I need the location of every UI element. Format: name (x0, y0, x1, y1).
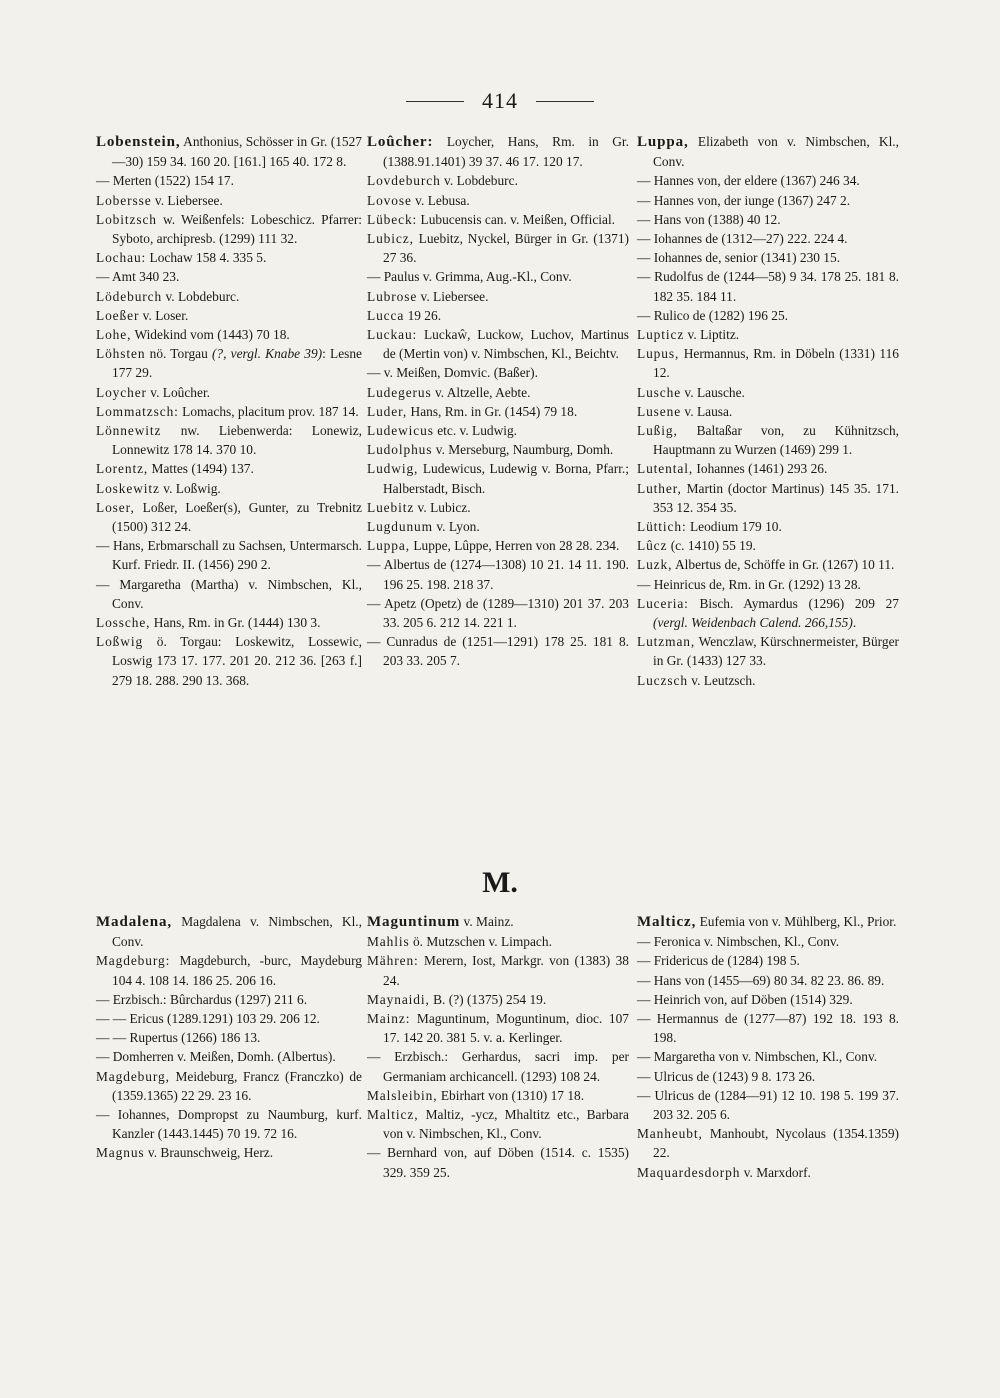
index-entry (637, 1047, 899, 1066)
index-entry (637, 421, 899, 459)
index-entry (367, 229, 629, 267)
entry-headword: Malticz, (367, 1107, 419, 1123)
entry-text: Maltiz, -ycz, Mhaltitz etc., Barbara von v. Nimbschen, Kl., Conv. (383, 1107, 629, 1142)
entry-headword: Lutental, (637, 461, 694, 477)
entry-text: Luckaŵ, Luckow, Luchov, Martinus de (Mertin von) v. Nimbschen, Kl., Beichtv. (383, 327, 629, 362)
header-rule-left (406, 101, 464, 102)
entry-text: v. Loßwig. (159, 480, 221, 496)
index-entry (637, 248, 899, 267)
entry-text: Ludewicus, Ludewig v. Borna, Pfarr.; Halberstadt, Bisch. (383, 461, 629, 496)
entry-headword: Lohe, (96, 327, 132, 343)
index-entry (367, 287, 629, 306)
entry-text: — Iohannes de, senior (1341) 230 15. (637, 250, 841, 266)
entry-headword: Lommatzsch: (96, 403, 179, 419)
entry-text: — — Ericus (1289.1291) 103 29. 206 12. (96, 1011, 320, 1027)
entry-headword: Lubicz, (367, 231, 414, 247)
entry-headword: Lucca (367, 307, 405, 323)
entry-text: Iohannes (1461) 293 26. (693, 461, 828, 477)
entry-headword: Loycher (96, 384, 147, 400)
entry-headword: Lovdeburch (367, 173, 441, 189)
entry-headword: Lorentz, (96, 461, 149, 477)
index-entry (96, 383, 362, 402)
entry-text: — Iohannes, Dompropst zu Naumburg, kurf. Kanzler (1443.1445) 70 19. 72 16. (96, 1107, 362, 1142)
index-entry (367, 402, 629, 421)
index-entry (96, 191, 362, 210)
index-column-3-top (637, 132, 899, 690)
index-entry (637, 1067, 899, 1086)
entry-headword: Luczsch (637, 672, 688, 688)
index-entry (367, 267, 629, 286)
entry-text: etc. v. Ludwig. (433, 423, 518, 439)
index-entry (637, 1163, 899, 1182)
entry-text: v. Lausa. (681, 403, 733, 419)
entry-headword: Mainz: (367, 1011, 411, 1027)
entry-text: ö. Torgau: Loskewitz, Lossewic, Loswig 173 17. 177. 201 20. 212 36. [263 f.] 279 18. 288. 290 13. 368. (112, 634, 362, 688)
entry-text: Eufemia von v. Mühlberg, Kl., Prior. (696, 914, 897, 929)
entry-headword: Magdeburg: (96, 953, 171, 969)
entry-headword: Maguntinum (367, 914, 461, 930)
index-entry (96, 536, 362, 574)
entry-headword: Lusche (637, 384, 682, 400)
entry-text: Lochaw 158 4. 335 5. (146, 250, 267, 266)
entry-headword: Lüttich: (637, 519, 687, 535)
entry-text: Manhoubt, Nycolaus (1354.1359) 22. (653, 1126, 899, 1161)
entry-headword: Loser, (96, 499, 135, 515)
index-entry (367, 912, 629, 932)
entry-headword: Lovose (367, 192, 412, 208)
entry-text: Anthonius, Schösser in Gr. (1527—30) 159 34. 160 20. [161.] 165 40. 172 8. (112, 134, 362, 170)
index-entry (96, 912, 362, 951)
entry-text: Widekind vom (1443) 70 18. (131, 327, 290, 343)
index-entry (96, 287, 362, 306)
index-entry (637, 517, 899, 536)
header-rule-right (536, 101, 594, 102)
index-entry (367, 440, 629, 459)
entry-text: v. Lobdeburc. (162, 288, 240, 304)
entry-text: v. Altzelle, Aebte. (431, 384, 531, 400)
index-entry (637, 344, 899, 382)
entry-reference: (vergl. Weidenbach Calend. 266,155) (653, 615, 853, 631)
index-entry (96, 1105, 362, 1143)
entry-text: — Hermannus de (1277—87) 192 18. 193 8. 198. (637, 1011, 899, 1046)
index-entry (637, 990, 899, 1009)
index-entry (96, 575, 362, 613)
entry-headword: Mahlis (367, 934, 410, 950)
entry-text: — Rulico de (1282) 196 25. (637, 307, 788, 323)
entry-headword: Luckau: (367, 327, 418, 343)
index-entry (367, 555, 629, 593)
entry-text: Mattes (1494) 137. (148, 461, 254, 477)
entry-text: Meideburg, Francz (Franczko) de (1359.1365) 22 29. 23 16. (112, 1068, 362, 1103)
entry-text: Ebirhart von (1310) 17 18. (437, 1087, 585, 1103)
entry-text: nö. Torgau (145, 346, 212, 362)
entry-text: B. (?) (1375) 254 19. (429, 991, 547, 1007)
entry-headword: Lödeburch (96, 288, 163, 304)
entry-headword: Loeßer (96, 307, 140, 323)
entry-text: — v. Meißen, Domvic. (Baßer). (367, 365, 538, 381)
index-entry (637, 210, 899, 229)
entry-text: Baltaßar von, zu Kühnitzsch, Hauptmann zu Wurzen (1469) 299 1. (653, 423, 899, 458)
entry-text: — Bernhard von, auf Döben (1514. c. 1535) 329. 359 25. (367, 1145, 629, 1180)
entry-headword: Mähren: (367, 953, 419, 969)
entry-text: Loßer, Loeßer(s), Gunter, zu Trebnitz (1500) 312 24. (112, 499, 362, 535)
index-entry (637, 932, 899, 951)
entry-headword: Lusene (637, 403, 682, 419)
index-entry (637, 536, 899, 555)
entry-headword: Luppa, (367, 538, 410, 554)
entry-headword: Lupticz (637, 327, 685, 343)
entry-text: — Ulricus de (1243) 9 8. 173 26. (637, 1068, 816, 1084)
entry-text: — Hannes von, der eldere (1367) 246 34. (637, 173, 860, 189)
entry-headword: Luzk, (637, 557, 673, 573)
index-entry (637, 229, 899, 248)
entry-text: (c. 1410) 55 19. (667, 538, 756, 554)
entry-headword: Lochau: (96, 250, 147, 266)
entry-headword: Luppa, (637, 134, 689, 150)
entry-text-rest: : Lesne 177 29. (112, 346, 363, 381)
entry-text: — Cunradus de (1251—1291) 178 25. 181 8. 203 33. 205 7. (367, 634, 629, 669)
entry-text: v. Liebersee. (417, 288, 489, 304)
entry-text: — Hannes von, der iunge (1367) 247 2. (637, 192, 851, 208)
index-entry (96, 498, 362, 536)
entry-headword: Loûcher: (367, 134, 434, 150)
index-entry (637, 632, 899, 670)
entry-headword: Lupus, (637, 346, 680, 362)
entry-text: v. Lebusa. (411, 192, 470, 208)
index-entry (367, 1009, 629, 1047)
entry-headword: Lübeck: (367, 211, 418, 227)
entry-text: — Erzbisch.: Gerhardus, sacri imp. per Germaniam archicancell. (1293) 108 24. (367, 1049, 629, 1084)
entry-headword: Lugdunum (367, 519, 433, 535)
entry-text: — Heinrich von, auf Döben (1514) 329. (637, 991, 853, 1007)
entry-text: — Hans von (1455—69) 80 34. 82 23. 86. 89. (637, 972, 885, 988)
entry-reference: (?, vergl. Knabe 39) (211, 346, 323, 362)
index-entry (367, 210, 629, 229)
index-entry (637, 594, 899, 632)
entry-text: v. Liebersee. (151, 192, 223, 208)
index-entry (367, 1143, 629, 1181)
index-entry (96, 171, 362, 190)
index-entry (637, 575, 899, 594)
index-entry (96, 306, 362, 325)
entry-text: Loycher, Hans, Rm. in Gr. (1388.91.1401) 39 37. 46 17. 120 17. (383, 134, 629, 170)
index-entry (96, 210, 362, 248)
index-entry (637, 555, 899, 574)
entry-headword: Magdeburg, (96, 1068, 170, 1084)
entry-text: ö. Mutzschen v. Limpach. (409, 934, 552, 950)
entry-text: — Rudolfus de (1244—58) 9 34. 178 25. 181 8. 182 35. 184 11. (637, 269, 899, 304)
index-entry (637, 191, 899, 210)
index-column-3-bottom (637, 912, 899, 1182)
index-entry (367, 306, 629, 325)
entry-text: Bisch. Aymardus (1296) 209 27 (688, 595, 899, 611)
index-entry (637, 306, 899, 325)
index-entry (96, 1047, 362, 1066)
entry-headword: Lußig, (637, 423, 678, 439)
entry-headword: Ludegerus (367, 384, 432, 400)
index-entry (637, 325, 899, 344)
entry-text: Merern, Iost, Markgr. von (1383) 38 24. (383, 953, 629, 988)
index-entry (96, 1009, 362, 1028)
entry-text: — Heinricus de, Rm. in Gr. (1292) 13 28. (637, 576, 861, 592)
index-entry (367, 132, 629, 171)
entry-text: Magdeburch, -burc, Maydeburg 104 4. 108 14. 186 25. 206 16. (112, 953, 362, 988)
page-number: 414 (482, 88, 518, 113)
index-entry (637, 383, 899, 402)
entry-text: w. Weißenfels: Lobeschicz. Pfarrer: Syboto, archipresb. (1299) 111 32. (112, 211, 362, 247)
entry-headword: Lûcz (637, 538, 668, 554)
entry-text: — Feronica v. Nimbschen, Kl., Conv. (637, 934, 840, 950)
entry-text: Hermannus, Rm. in Döbeln (1331) 116 12. (653, 346, 899, 381)
entry-headword: Loskewitz (96, 480, 160, 496)
entry-text: v. Lyon. (432, 519, 480, 535)
index-entry (96, 990, 362, 1009)
entry-text: — Hans, Erbmarschall zu Sachsen, Untermarsch. Kurf. Friedr. II. (1456) 290 2. (96, 538, 362, 573)
entry-text: — Hans von (1388) 40 12. (637, 211, 781, 227)
entry-text: — Albertus de (1274—1308) 10 21. 14 11. 190. 196 25. 198. 218 37. (367, 557, 629, 592)
entry-text: — Paulus v. Grimma, Aug.-Kl., Conv. (367, 269, 572, 285)
entry-text: v. Merseburg, Naumburg, Domh. (432, 442, 614, 458)
entry-text: v. Lobdeburc. (440, 173, 518, 189)
entry-headword: Magnus (96, 1145, 145, 1161)
entry-text: v. Lausche. (681, 384, 745, 400)
entry-headword: Malticz, (637, 914, 697, 930)
index-entry (637, 671, 899, 690)
index-entry (367, 632, 629, 670)
entry-headword: Lobitzsch (96, 211, 157, 227)
entry-headword: Maquardesdorph (637, 1164, 741, 1180)
index-entry (367, 498, 629, 517)
index-entry (367, 325, 629, 363)
entry-headword: Loßwig (96, 634, 144, 650)
entry-headword: Lutzman, (637, 634, 696, 650)
entry-text: Albertus de, Schöffe in Gr. (1267) 10 11. (672, 557, 895, 573)
entry-text: — Erzbisch.: Bûrchardus (1297) 211 6. (96, 991, 308, 1007)
index-entry (96, 459, 362, 478)
entry-headword: Ludwig, (367, 461, 419, 477)
entry-headword: Luceria: (637, 595, 689, 611)
index-entry (637, 132, 899, 171)
index-entry (367, 594, 629, 632)
index-entry (367, 383, 629, 402)
index-entry (367, 1047, 629, 1085)
index-column-2-bottom (367, 912, 629, 1182)
index-entry (367, 459, 629, 497)
index-entry (96, 1028, 362, 1047)
index-entry (96, 325, 362, 344)
entry-text: nw. Liebenwerda: Lonewiz, Lonnewitz 178 14. 370 10. (112, 423, 362, 458)
entry-headword: Luebitz (367, 499, 415, 515)
entry-text: — Margaretha (Martha) v. Nimbschen, Kl., Conv. (96, 576, 362, 611)
index-entry (96, 951, 362, 989)
index-entry (367, 990, 629, 1009)
entry-text: — Margaretha von v. Nimbschen, Kl., Conv. (637, 1049, 878, 1065)
entry-text: Lomachs, placitum prov. 187 14. (178, 403, 359, 419)
index-entry (367, 191, 629, 210)
index-entry (96, 632, 362, 690)
entry-text: v. Mainz. (460, 914, 514, 929)
entry-headword: Luther, (637, 480, 682, 496)
index-entry (367, 517, 629, 536)
entry-text: — Apetz (Opetz) de (1289—1310) 201 37. 203 33. 205 6. 212 14. 221 1. (367, 595, 629, 631)
entry-text: v. Leutzsch. (687, 672, 756, 688)
entry-text: 19 26. (404, 307, 442, 323)
index-entry (637, 1124, 899, 1162)
entry-text: — Iohannes de (1312—27) 222. 224 4. (637, 231, 848, 247)
index-entry (367, 536, 629, 555)
entry-headword: Malsleibin, (367, 1087, 438, 1103)
index-entry (637, 459, 899, 478)
index-entry (637, 1009, 899, 1047)
index-entry (637, 1086, 899, 1124)
entry-text: — Amt 340 23. (96, 269, 180, 285)
index-entry (96, 479, 362, 498)
entry-text: Luebitz, Nyckel, Bürger in Gr. (1371) 27 36. (383, 231, 629, 266)
index-entry (96, 613, 362, 632)
entry-text: v. Loser. (139, 307, 189, 323)
entry-headword: Lossche, (96, 615, 151, 631)
index-entry (96, 1143, 362, 1162)
page-header (0, 88, 1000, 114)
entry-headword: Löhsten (96, 346, 146, 362)
entry-text: — — Rupertus (1266) 186 13. (96, 1030, 261, 1046)
entry-text: Magdalena v. Nimbschen, Kl., Conv. (112, 914, 362, 950)
entry-text: — Fridericus de (1284) 198 5. (637, 953, 800, 969)
entry-text: v. Braunschweig, Herz. (144, 1145, 274, 1161)
index-entry (96, 267, 362, 286)
entry-text: v. Loûcher. (146, 384, 211, 400)
entry-text-rest: . (852, 615, 857, 631)
index-entry (367, 421, 629, 440)
entry-headword: Lubrose (367, 288, 418, 304)
index-entry (637, 267, 899, 305)
index-entry (637, 479, 899, 517)
entry-text: — Merten (1522) 154 17. (96, 173, 234, 189)
entry-text: Luppe, Lûppe, Herren von 28 28. 234. (409, 538, 620, 554)
index-entry (367, 171, 629, 190)
index-entry (96, 421, 362, 459)
index-entry (637, 951, 899, 970)
entry-text: — Domherren v. Meißen, Domh. (Albertus). (96, 1049, 336, 1065)
index-entry (367, 1086, 629, 1105)
entry-text: v. Lubicz. (414, 499, 471, 515)
entry-headword: Lobersse (96, 192, 152, 208)
index-entry (367, 363, 629, 382)
entry-headword: Ludolphus (367, 442, 433, 458)
section-letter: M. (482, 866, 518, 899)
entry-headword: Lönnewitz (96, 423, 162, 439)
index-entry (637, 402, 899, 421)
entry-text: Elizabeth von v. Nimbschen, Kl., Conv. (653, 134, 899, 170)
entry-text: v. Liptitz. (684, 327, 740, 343)
index-entry (367, 932, 629, 951)
entry-headword: Luder, (367, 403, 408, 419)
index-column-1-bottom (96, 912, 362, 1163)
entry-headword: Maynaidi, (367, 991, 430, 1007)
entry-text: Leodium 179 10. (686, 519, 782, 535)
index-entry (637, 912, 899, 932)
index-entry (96, 132, 362, 171)
index-entry (96, 402, 362, 421)
index-entry (96, 1067, 362, 1105)
index-entry (367, 951, 629, 989)
entry-text: Maguntinum, Moguntinum, dioc. 107 17. 142 20. 381 5. v. a. Kerlinger. (383, 1011, 629, 1046)
index-entry (367, 1105, 629, 1143)
index-entry (96, 248, 362, 267)
entry-text: Hans, Rm. in Gr. (1454) 79 18. (407, 403, 578, 419)
entry-text: — Ulricus de (1284—91) 12 10. 198 5. 199 37. 203 32. 205 6. (637, 1087, 899, 1123)
entry-text: Lubucensis can. v. Meißen, Official. (417, 211, 616, 227)
entry-text: v. Marxdorf. (740, 1164, 811, 1180)
entry-headword: Lobenstein, (96, 134, 181, 150)
entry-text: Wenczlaw, Kürschnermeister, Bürger in Gr. (1433) 127 33. (653, 634, 899, 669)
index-entry (637, 971, 899, 990)
entry-text: Martin (doctor Martinus) 145 35. 171. 353 12. 354 35. (653, 480, 899, 515)
entry-headword: Ludewicus (367, 423, 434, 439)
entry-text: Hans, Rm. in Gr. (1444) 130 3. (150, 615, 321, 631)
entry-headword: Manheubt, (637, 1126, 703, 1142)
index-column-2-top (367, 132, 629, 671)
index-entry (637, 171, 899, 190)
index-entry (96, 344, 362, 382)
entry-headword: Madalena, (96, 914, 173, 930)
index-column-1-top (96, 132, 362, 690)
